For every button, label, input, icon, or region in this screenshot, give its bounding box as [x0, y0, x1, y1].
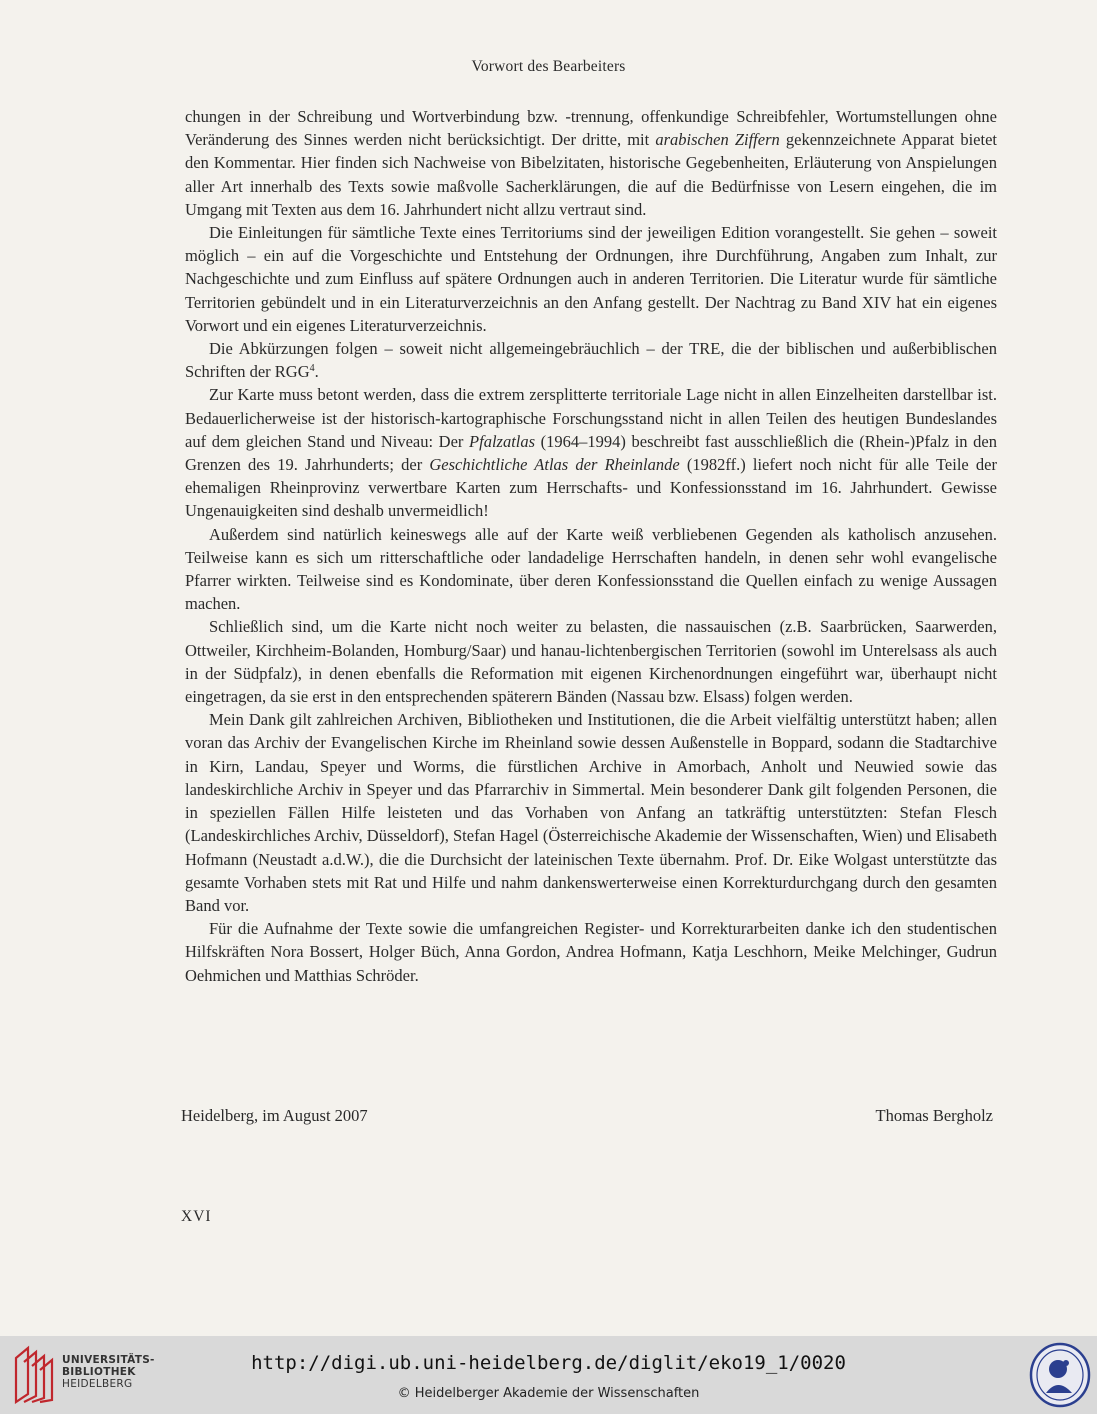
library-name-line-3: HEIDELBERG — [62, 1378, 133, 1390]
paragraph-3: Die Abkürzungen folgen – soweit nicht allgemeingebräuchlich – der TRE, die der biblischen und außerbiblischen Schriften der RGG$^4$. — [185, 339, 997, 382]
library-name-line-2: BIBLIOTHEK — [62, 1366, 136, 1378]
paragraph-4: Zur Karte muss betont werden, dass die extrem zersplitterte territoriale Lage nicht in allen Einzelheiten darstellbar ist. Bedauerlicherweise ist der historisch-kartographische Forschungsstand nicht in allen Teilen des heutigen Bundeslandes auf dem gleichen Stand und Niveau: Der Pfalzatlas (1964–1994) beschreibt fast ausschließlich die (Rhein-)Pfalz in den Grenzen des 19. Jahrhunderts; der Geschichtliche Atlas der Rheinlande (1982ff.) liefert noch nicht für alle Teile der ehemaligen Rheinprovinz verwertbare Karten zum Herrschafts- und Konfessionsstand im 16. Jahrhundert. Gewisse Ungenauigkeiten sind deshalb unvermeidlich! — [185, 385, 997, 521]
permalink-url[interactable]: http://digi.ub.uni-heidelberg.de/diglit/eko19_1/0020 — [251, 1352, 846, 1374]
paragraph-8: Für die Aufnahme der Texte sowie die umfangreichen Register- und Korrekturarbeiten danke ich den studentischen Hilfskräften Nora Bossert, Holger Büch, Anna Gordon, Andrea Hofmann, Katja Leschhorn, Meike Melchinger, Gudrun Oehmichen und Matthias Schröder. — [185, 919, 997, 985]
body-text — [185, 105, 997, 987]
page-number: XVI — [181, 1208, 212, 1225]
running-head: Vorwort des Bearbeiters — [471, 58, 626, 75]
paragraph-6: Schließlich sind, um die Karte nicht noch weiter zu belasten, die nassauischen (z.B. Saarbrücken, Saarwerden, Ottweiler, Kirchheim-Bolanden, Homburg/Saar) und hanau-lichtenbergischen Territorien (sowohl im Unterelsass als auch in der Südpfalz), in denen ebenfalls die Reformation mit eigenen Kirchenordnungen eingeführt war, überhaupt nicht eingetragen, da sie erst in den entsprechenden späterern Bänden (Nassau bzw. Elsass) folgen werden. — [185, 617, 997, 707]
viewer-footer — [0, 1336, 1097, 1414]
paragraph-1: chungen in der Schreibung und Wortverbindung bzw. -trennung, offenkundige Schreibfehler, Wortumstellungen ohne Veränderung des Sinnes werden nicht berücksichtigt. Der dritte, mit arabischen Ziffern gekennzeichnete Apparat bietet den Kommentar. Hier finden sich Nachweise von Bibelzitaten, historische Gegebenheiten, Erläuterung von Anspielungen aller Art innerhalb des Texts sowie maßvolle Sacherklärungen, die auf die Bedürfnisse von Lesern eingehen, die im Umgang mit Texten aus dem 16. Jahrhundert nicht allzu vertraut sind. — [185, 107, 997, 219]
seal-icon — [1028, 1341, 1092, 1409]
paragraph-7: Mein Dank gilt zahlreichen Archiven, Bibliotheken und Institutionen, die die Arbeit vielfältig unterstützt haben; allen voran das Archiv der Evangelischen Kirche im Rheinland sowie dessen Außenstelle in Boppard, sodann die Stadtarchive in Kirn, Landau, Speyer und Worms, die fürstlichen Archive in Amorbach, Anholt und Neuwied sowie das landeskirchliche Archiv in Speyer und das Pfarrarchiv in Simmertal. Mein besonderer Dank gilt folgenden Personen, die in speziellen Fällen Hilfe leisteten und das Vorhaben von Anfang an tatkräftig unterstützten: Stefan Flesch (Landeskirchliches Archiv, Düsseldorf), Stefan Hagel (Österreichische Akademie der Wissenschaften, Wien) und Elisabeth Hofmann (Neustadt a.d.W.), die die Durchsicht der lateinischen Texte übernahm. Prof. Dr. Eike Wolgast unterstützte das gesamte Vorhaben stets mit Rat und Hilfe und nahm dankenswerterweise einen Korrekturdurchgang durch den gesamten Band vor. — [185, 710, 997, 915]
copyright-notice: © Heidelberger Akademie der Wissenschaften — [397, 1386, 700, 1401]
signoff — [181, 1106, 993, 1126]
library-name-line-1: UNIVERSITÄTS- — [62, 1354, 155, 1366]
paragraph-2: Die Einleitungen für sämtliche Texte eines Territoriums sind der jeweiligen Edition vorangestellt. Sie gehen – soweit möglich – ein auf die Vorgeschichte und Entstehung der Ordnungen, ihre Durchführung, Angaben zum Inhalt, zur Nachgeschichte und zum Einfluss auf spätere Ordnungen auch in anderen Territorien. Die Literatur wurde für sämtliche Territorien gebündelt und in ein Literaturverzeichnis an den Anfang gestellt. Der Nachtrag zu Band XIV hat ein eigenes Vorwort und ein eigenes Literaturverzeichnis. — [185, 223, 997, 335]
paragraph-5: Außerdem sind natürlich keineswegs alle auf der Karte weiß verbliebenen Gegenden als katholisch anzusehen. Teilweise kann es sich um ritterschaftliche oder landadelige Herrschaften handeln, in denen sehr wohl evangelische Pfarrer wirkten. Teilweise sind es Kondominate, über deren Konfessionsstand die Quellen einfach zu wenige Aussagen machen. — [185, 524, 997, 614]
signoff-author: Thomas Bergholz — [875, 1106, 993, 1125]
signoff-place-date: Heidelberg, im August 2007 — [181, 1106, 368, 1125]
